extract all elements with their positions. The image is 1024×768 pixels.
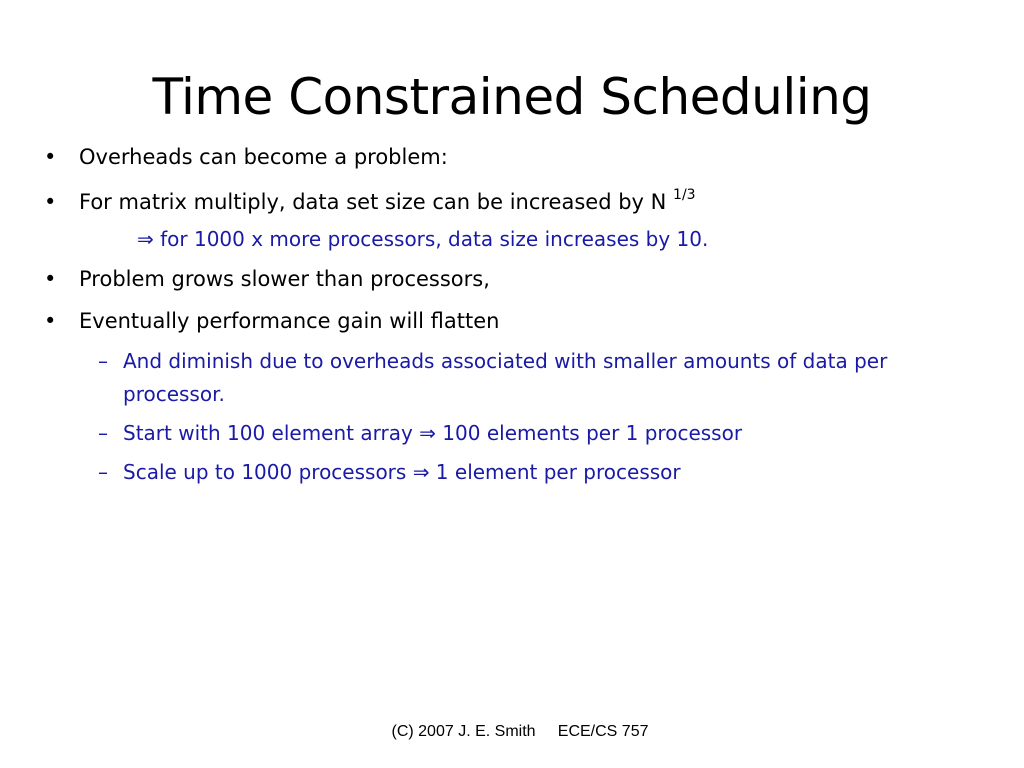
- dash-marker: –: [98, 349, 108, 373]
- implies-arrow-icon: ⇒: [137, 227, 154, 251]
- implication-item: [137, 224, 708, 254]
- slide-title: Time Constrained Scheduling: [152, 68, 872, 126]
- superscript: 1/3: [673, 187, 696, 203]
- dash-marker: –: [98, 421, 108, 445]
- sub-bullet-item: [98, 457, 681, 487]
- bullet-text: Eventually performance gain will flatten: [79, 309, 500, 333]
- implies-arrow-icon: ⇒: [419, 421, 436, 445]
- bullet-text: For matrix multiply, data set size can be increased by N: [79, 190, 674, 214]
- bullet-marker: •: [44, 267, 57, 291]
- bullet-marker: •: [44, 145, 57, 169]
- footer-course: ECE/CS 757: [557, 723, 649, 740]
- sub-bullet-item: [98, 345, 923, 411]
- footer-copyright: (C) 2007 J. E. Smith: [391, 723, 536, 740]
- bullet-text: Problem grows slower than processors,: [79, 267, 490, 291]
- bullet-marker: •: [44, 190, 57, 214]
- bullet-item: [44, 264, 490, 294]
- bullet-item: [44, 306, 499, 336]
- bullet-text: And diminish due to overheads associated with smaller amounts of data per processor.: [123, 349, 888, 406]
- bullet-item: [44, 142, 448, 172]
- bullet-text: 100 elements per 1 processor: [435, 421, 743, 445]
- slide-footer: [0, 722, 1024, 742]
- bullet-item: [44, 182, 696, 217]
- dash-marker: –: [98, 460, 108, 484]
- sub-bullet-item: [98, 418, 742, 448]
- implies-arrow-icon: ⇒: [412, 460, 430, 484]
- bullet-text: for 1000 x more processors, data size increases by 10.: [153, 227, 709, 251]
- bullet-text: Start with 100 element array: [123, 421, 420, 445]
- bullet-text: Scale up to 1000 processors: [123, 460, 413, 484]
- bullet-marker: •: [44, 309, 57, 333]
- bullet-text: Overheads can become a problem:: [79, 145, 448, 169]
- bullet-text: 1 element per processor: [429, 460, 681, 484]
